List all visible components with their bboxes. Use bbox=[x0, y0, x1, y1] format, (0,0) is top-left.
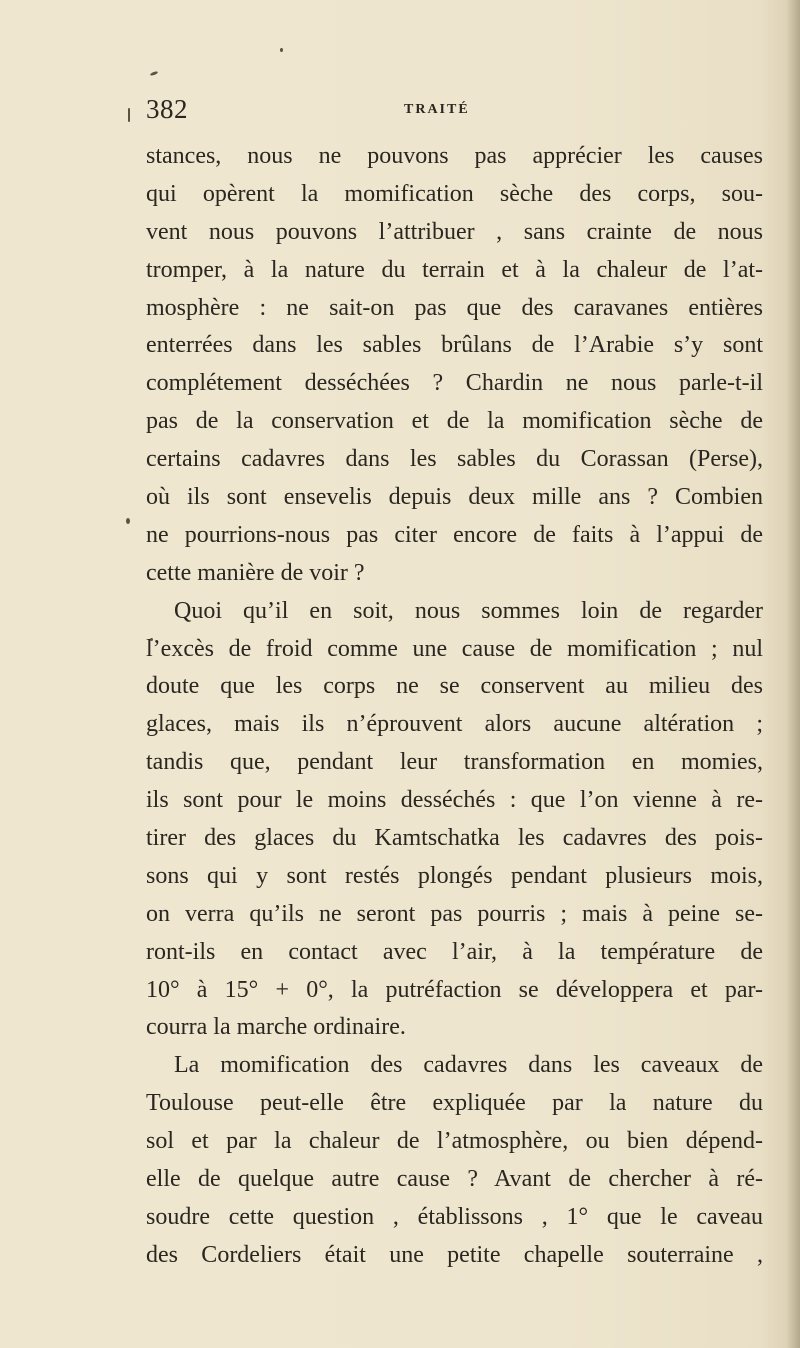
page-edge-shadow bbox=[786, 0, 800, 1348]
text-line: 10° à 15° + 0°, la putréfaction se développera et par- bbox=[146, 976, 763, 1003]
ink-speck bbox=[280, 48, 283, 52]
body-text bbox=[146, 138, 763, 1275]
text-line: Toulouse peut-elle être expliquée par la nature du bbox=[146, 1090, 763, 1117]
text-line: certains cadavres dans les sables du Corassan (Perse), bbox=[146, 446, 763, 473]
text-line: qui opèrent la momification sèche des corps, sou- bbox=[146, 180, 763, 207]
text-line: tromper, à la nature du terrain et à la chaleur de l’at- bbox=[146, 256, 763, 283]
text-line: pas de la conservation et de la momification sèche de bbox=[146, 408, 763, 435]
text-line: glaces, mais ils n’éprouvent alors aucune altération ; bbox=[146, 711, 763, 738]
text-line: complétement desséchées ? Chardin ne nous parle-t-il bbox=[146, 370, 763, 397]
text-line: tirer des glaces du Kamtschatka les cadavres des pois- bbox=[146, 825, 763, 852]
text-line: soudre cette question , établissons , 1° que le caveau bbox=[146, 1203, 763, 1230]
text-line: on verra qu’ils ne seront pas pourris ; mais à peine se- bbox=[146, 900, 763, 927]
text-line: sol et par la chaleur de l’atmosphère, ou bien dépend- bbox=[146, 1128, 763, 1155]
running-title: TRAITÉ bbox=[404, 102, 470, 117]
text-line: tandis que, pendant leur transformation en momies, bbox=[146, 749, 763, 776]
text-line: où ils sont ensevelis depuis deux mille ans ? Combien bbox=[146, 484, 763, 511]
text-line: ront-ils en contact avec l’air, à la température de bbox=[146, 938, 763, 965]
text-line: enterrées dans les sables brûlans de l’Arabie s’y sont bbox=[146, 332, 763, 359]
text-line: mosphère : ne sait-on pas que des caravanes entières bbox=[146, 294, 763, 321]
text-line: ne pourrions-nous pas citer encore de faits à l’appui de bbox=[146, 521, 763, 548]
text-line: La momification des cadavres dans les caveaux de bbox=[174, 1052, 763, 1079]
ink-speck bbox=[126, 518, 130, 524]
page-number: 382 bbox=[146, 94, 188, 124]
text-line: l’excès de froid comme une cause de momification ; nul bbox=[146, 635, 763, 662]
text-line: ils sont pour le moins desséchés : que l’on vienne à re- bbox=[146, 787, 763, 814]
text-line: Quoi qu’il en soit, nous sommes loin de regarder bbox=[174, 597, 763, 624]
ink-speck bbox=[150, 71, 159, 77]
text-line: doute que les corps ne se conservent au milieu des bbox=[146, 673, 763, 700]
text-line: des Cordeliers était une petite chapelle souterraine , bbox=[146, 1241, 763, 1268]
text-line: cette manière de voir ? bbox=[146, 559, 365, 586]
page-header bbox=[0, 92, 800, 128]
text-line: courra la marche ordinaire. bbox=[146, 1014, 406, 1041]
text-line: vent nous pouvons l’attribuer , sans crainte de nous bbox=[146, 218, 763, 245]
text-line: stances, nous ne pouvons pas apprécier les causes bbox=[146, 143, 763, 169]
text-line: sons qui y sont restés plongés pendant plusieurs mois, bbox=[146, 862, 763, 889]
text-line: elle de quelque autre cause ? Avant de chercher à ré- bbox=[146, 1166, 763, 1193]
